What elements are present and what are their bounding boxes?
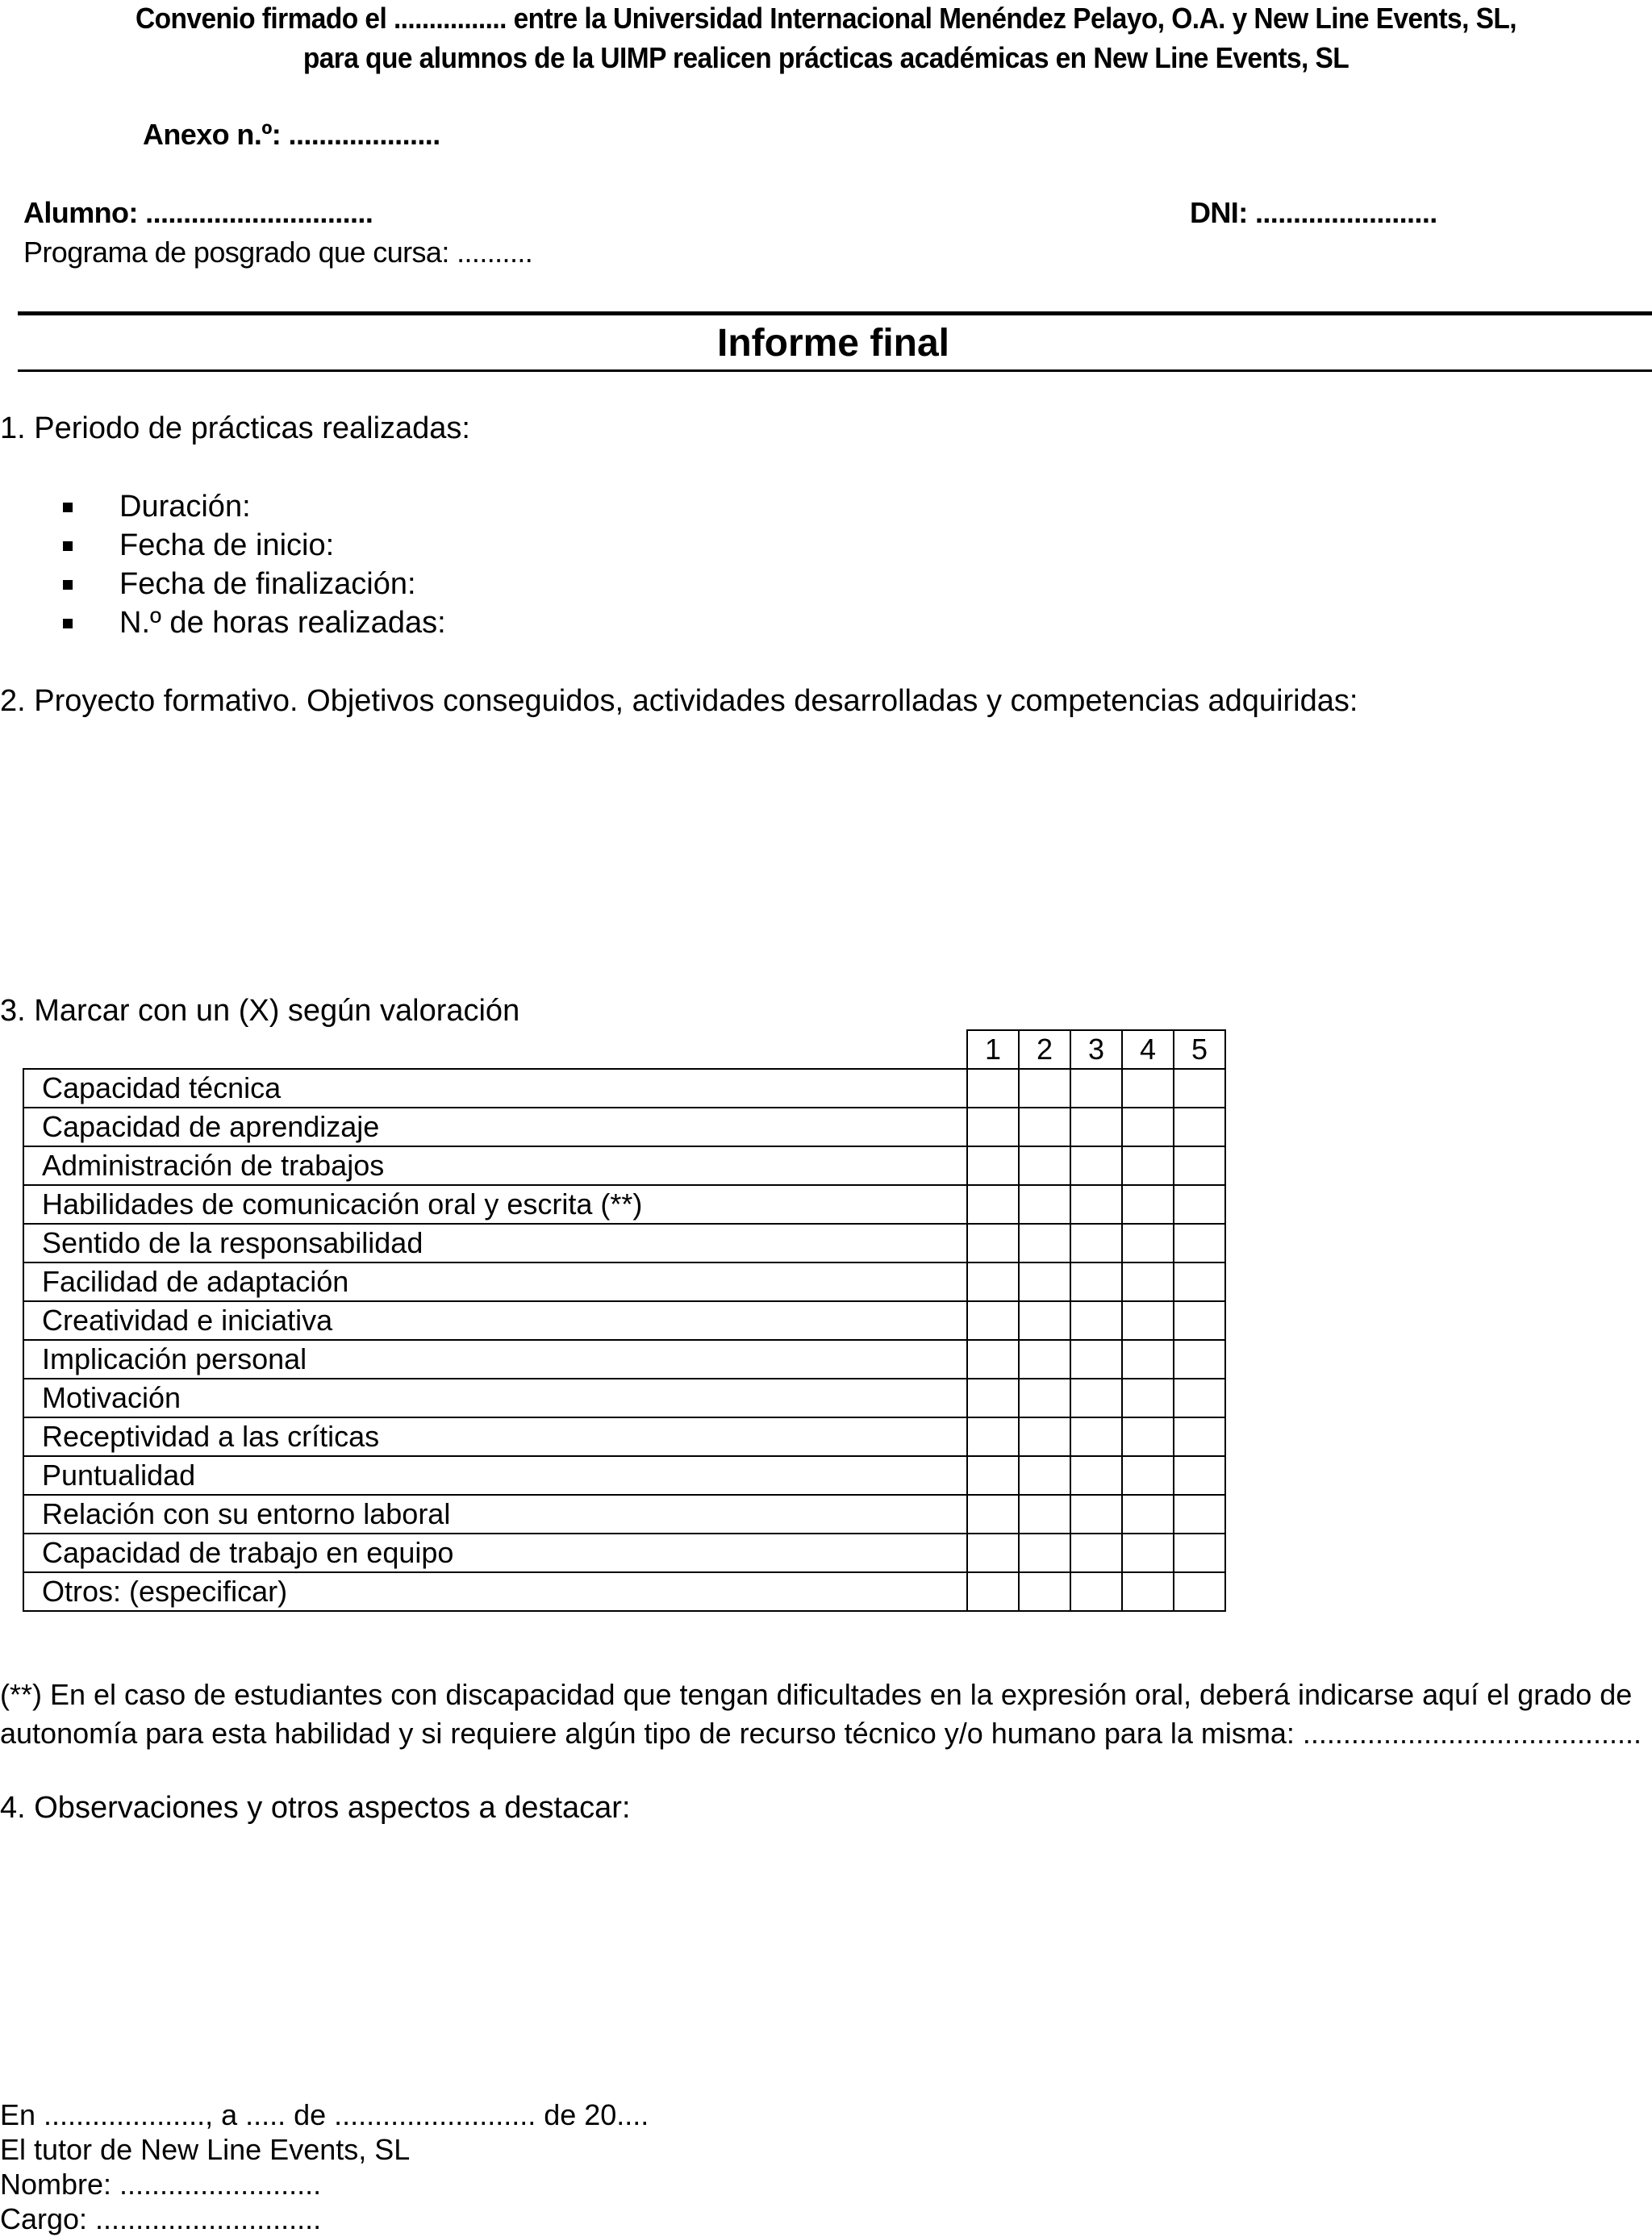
rating-cell-4[interactable] — [1122, 1224, 1174, 1262]
list-item-label: N.º de horas realizadas: — [119, 606, 446, 640]
criterion-label: Receptividad a las críticas — [23, 1417, 967, 1456]
criterion-label: Administración de trabajos — [23, 1146, 967, 1185]
list-item — [63, 526, 446, 565]
rating-cell-4[interactable] — [1122, 1108, 1174, 1146]
table-row — [23, 1262, 1225, 1301]
criterion-label: Habilidades de comunicación oral y escrita (**) — [23, 1185, 967, 1224]
rating-scale-2: 2 — [1019, 1030, 1070, 1069]
rating-cell-1[interactable] — [967, 1456, 1019, 1495]
rating-cell-2[interactable] — [1019, 1534, 1070, 1572]
rating-cell-3[interactable] — [1070, 1495, 1122, 1534]
dni-field: DNI: ........................ — [1190, 196, 1437, 229]
rating-cell-5[interactable] — [1174, 1301, 1225, 1340]
rating-cell-5[interactable] — [1174, 1417, 1225, 1456]
table-row — [23, 1340, 1225, 1379]
rating-cell-5[interactable] — [1174, 1224, 1225, 1262]
table-row — [23, 1146, 1225, 1185]
rating-cell-3[interactable] — [1070, 1534, 1122, 1572]
section-4-heading: 4. Observaciones y otros aspectos a destacar: — [0, 1791, 631, 1825]
criterion-label: Otros: (especificar) — [23, 1572, 967, 1611]
table-row — [23, 1224, 1225, 1262]
internship-period-list — [63, 487, 446, 642]
rating-cell-4[interactable] — [1122, 1495, 1174, 1534]
rating-cell-3[interactable] — [1070, 1417, 1122, 1456]
rating-cell-3[interactable] — [1070, 1146, 1122, 1185]
list-item-label: Fecha de inicio: — [119, 528, 335, 562]
list-item — [63, 565, 446, 603]
rating-scale-4: 4 — [1122, 1030, 1174, 1069]
rating-cell-4[interactable] — [1122, 1185, 1174, 1224]
section-3-heading: 3. Marcar con un (X) según valoración — [0, 994, 520, 1028]
rating-cell-3[interactable] — [1070, 1185, 1122, 1224]
bullet-square-icon — [63, 541, 73, 551]
rating-cell-3[interactable] — [1070, 1572, 1122, 1611]
rating-cell-4[interactable] — [1122, 1146, 1174, 1185]
rating-cell-4[interactable] — [1122, 1301, 1174, 1340]
rating-cell-4[interactable] — [1122, 1456, 1174, 1495]
rating-cell-1[interactable] — [967, 1108, 1019, 1146]
rating-cell-4[interactable] — [1122, 1417, 1174, 1456]
rating-header-spacer — [23, 1030, 967, 1069]
rating-cell-3[interactable] — [1070, 1456, 1122, 1495]
page-title: Informe final — [716, 322, 950, 365]
rating-cell-5[interactable] — [1174, 1185, 1225, 1224]
rating-cell-5[interactable] — [1174, 1262, 1225, 1301]
list-item — [63, 603, 446, 642]
rating-cell-5[interactable] — [1174, 1379, 1225, 1417]
rating-cell-4[interactable] — [1122, 1534, 1174, 1572]
rating-cell-4[interactable] — [1122, 1340, 1174, 1379]
place-date-line: En ...................., a ..... de ......................... de 20.... — [0, 2098, 649, 2131]
criterion-label: Capacidad de aprendizaje — [23, 1108, 967, 1146]
rating-cell-1[interactable] — [967, 1417, 1019, 1456]
rating-scale-5: 5 — [1174, 1030, 1225, 1069]
rating-cell-2[interactable] — [1019, 1146, 1070, 1185]
list-item-label: Fecha de finalización: — [119, 567, 416, 601]
table-row — [23, 1572, 1225, 1611]
table-row — [23, 1534, 1225, 1572]
rating-cell-5[interactable] — [1174, 1146, 1225, 1185]
rating-cell-1[interactable] — [967, 1146, 1019, 1185]
rating-cell-5[interactable] — [1174, 1456, 1225, 1495]
tutor-line: El tutor de New Line Events, SL — [0, 2133, 411, 2166]
rating-cell-1[interactable] — [967, 1572, 1019, 1611]
rating-cell-4[interactable] — [1122, 1069, 1174, 1108]
position-field: Cargo: ............................ — [0, 2202, 322, 2235]
rating-cell-5[interactable] — [1174, 1495, 1225, 1534]
table-row — [23, 1379, 1225, 1417]
rating-cell-3[interactable] — [1070, 1069, 1122, 1108]
name-field: Nombre: ......................... — [0, 2168, 322, 2201]
section-1-heading: 1. Periodo de prácticas realizadas: — [0, 411, 470, 445]
criterion-label: Capacidad de trabajo en equipo — [23, 1534, 967, 1572]
criterion-label: Capacidad técnica — [23, 1069, 967, 1108]
table-row — [23, 1069, 1225, 1108]
bullet-square-icon — [63, 503, 73, 512]
rating-cell-3[interactable] — [1070, 1108, 1122, 1146]
footnote-line-2: autonomía para esta habilidad y si requiere algún tipo de recurso técnico y/o humano para la misma: .......................................... — [0, 1717, 1642, 1750]
rating-cell-3[interactable] — [1070, 1340, 1122, 1379]
rating-cell-5[interactable] — [1174, 1572, 1225, 1611]
rating-scale-1: 1 — [967, 1030, 1019, 1069]
bullet-square-icon — [63, 619, 73, 628]
rating-cell-1[interactable] — [967, 1379, 1019, 1417]
rating-cell-5[interactable] — [1174, 1108, 1225, 1146]
table-row — [23, 1301, 1225, 1340]
criterion-label: Sentido de la responsabilidad — [23, 1224, 967, 1262]
title-bottom-rule — [18, 369, 1652, 372]
rating-cell-3[interactable] — [1070, 1262, 1122, 1301]
rating-cell-2[interactable] — [1019, 1108, 1070, 1146]
criterion-label: Motivación — [23, 1379, 967, 1417]
annex-number-field: Anexo n.º: .................... — [143, 118, 440, 151]
rating-cell-2[interactable] — [1019, 1301, 1070, 1340]
bullet-square-icon — [63, 580, 73, 590]
table-row — [23, 1456, 1225, 1495]
rating-cell-2[interactable] — [1019, 1069, 1070, 1108]
rating-cell-2[interactable] — [1019, 1456, 1070, 1495]
postgraduate-program-field: Programa de posgrado que cursa: .......... — [23, 236, 533, 269]
rating-cell-2[interactable] — [1019, 1185, 1070, 1224]
rating-cell-4[interactable] — [1122, 1572, 1174, 1611]
student-field: Alumno: .............................. — [23, 196, 373, 229]
rating-cell-2[interactable] — [1019, 1262, 1070, 1301]
rating-cell-1[interactable] — [967, 1185, 1019, 1224]
criterion-label: Implicación personal — [23, 1340, 967, 1379]
criterion-label: Creatividad e iniciativa — [23, 1301, 967, 1340]
rating-cell-5[interactable] — [1174, 1534, 1225, 1572]
rating-cell-1[interactable] — [967, 1069, 1019, 1108]
rating-cell-4[interactable] — [1122, 1262, 1174, 1301]
criterion-label: Puntualidad — [23, 1456, 967, 1495]
rating-cell-3[interactable] — [1070, 1301, 1122, 1340]
rating-scale-3: 3 — [1070, 1030, 1122, 1069]
criterion-label: Relación con su entorno laboral — [23, 1495, 967, 1534]
rating-cell-1[interactable] — [967, 1495, 1019, 1534]
rating-cell-2[interactable] — [1019, 1495, 1070, 1534]
footnote-line-1: (**) En el caso de estudiantes con discapacidad que tengan dificultades en la expresión oral, deberá indicarse aquí el grado de — [0, 1678, 1633, 1711]
rating-cell-5[interactable] — [1174, 1069, 1225, 1108]
rating-cell-2[interactable] — [1019, 1340, 1070, 1379]
rating-cell-1[interactable] — [967, 1340, 1019, 1379]
title-top-rule — [18, 311, 1652, 315]
table-row — [23, 1495, 1225, 1534]
table-row — [23, 1185, 1225, 1224]
rating-cell-1[interactable] — [967, 1301, 1019, 1340]
rating-cell-2[interactable] — [1019, 1379, 1070, 1417]
rating-table — [23, 1029, 1226, 1612]
rating-cell-1[interactable] — [967, 1262, 1019, 1301]
agreement-title-line-2: para que alumnos de la UIMP realicen prácticas académicas en New Line Events, SL — [302, 41, 1350, 74]
section-2-heading: 2. Proyecto formativo. Objetivos conseguidos, actividades desarrolladas y competencias adquiridas: — [0, 684, 1358, 718]
rating-cell-1[interactable] — [967, 1534, 1019, 1572]
criterion-label: Facilidad de adaptación — [23, 1262, 967, 1301]
rating-cell-4[interactable] — [1122, 1379, 1174, 1417]
table-row — [23, 1108, 1225, 1146]
agreement-title-line-1: Convenio firmado el ................ entre la Universidad Internacional Menéndez Pelayo, O.A. y New Line Events, SL, — [135, 2, 1517, 35]
rating-cell-3[interactable] — [1070, 1224, 1122, 1262]
rating-cell-1[interactable] — [967, 1224, 1019, 1262]
rating-cell-2[interactable] — [1019, 1224, 1070, 1262]
rating-table-body — [23, 1069, 1225, 1611]
table-row — [23, 1417, 1225, 1456]
list-item — [63, 487, 446, 526]
rating-scale-header-row — [23, 1030, 1225, 1069]
rating-cell-2[interactable] — [1019, 1417, 1070, 1456]
rating-cell-3[interactable] — [1070, 1379, 1122, 1417]
rating-cell-5[interactable] — [1174, 1340, 1225, 1379]
list-item-label: Duración: — [119, 490, 251, 524]
rating-cell-2[interactable] — [1019, 1572, 1070, 1611]
